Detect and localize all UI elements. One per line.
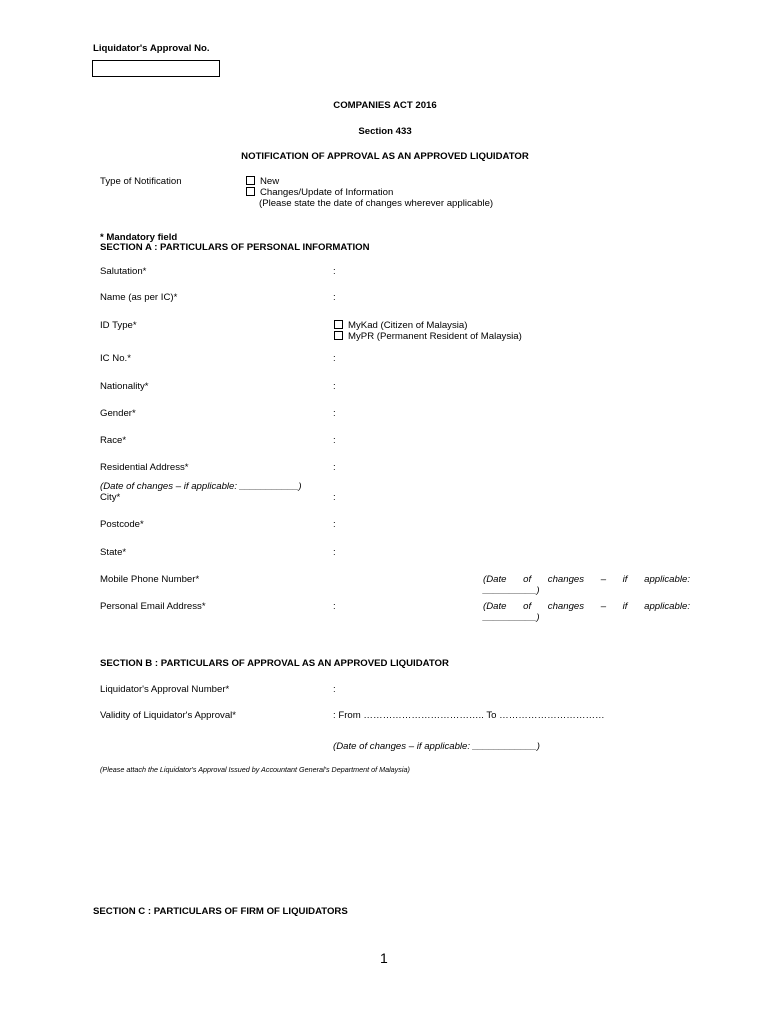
section-b-heading: SECTION B : PARTICULARS OF APPROVAL AS AN APPROVED LIQUIDATOR (100, 658, 449, 669)
option-mypr[interactable] (334, 331, 522, 342)
checkbox-mykad[interactable] (334, 320, 343, 329)
approval-number-label: Liquidator's Approval Number* (100, 684, 230, 695)
ic-no-field[interactable]: : (333, 353, 336, 364)
mobile-label: Mobile Phone Number* (100, 574, 200, 585)
postcode-field[interactable]: : (333, 519, 336, 530)
approval-number-field[interactable]: : (333, 684, 336, 695)
note-word: of (523, 601, 532, 612)
option-mykad-label: MyKad (Citizen of Malaysia) (348, 320, 468, 331)
validity-field[interactable]: : From ……………………………….. To …………………………… (333, 710, 605, 721)
state-field[interactable]: : (333, 547, 336, 558)
residential-address-label: Residential Address* (100, 462, 189, 473)
approval-no-label: Liquidator's Approval No. (93, 43, 210, 54)
note-line2: __________) (483, 612, 540, 623)
validity-date-note: (Date of changes – if applicable: ____________) (333, 741, 540, 752)
salutation-field[interactable]: : (333, 266, 336, 277)
name-field[interactable]: : (333, 292, 336, 303)
note-word: changes (547, 601, 585, 612)
validity-label: Validity of Liquidator's Approval* (100, 710, 237, 721)
email-label: Personal Email Address* (100, 601, 206, 612)
note-word: applicable: (644, 574, 690, 585)
race-field[interactable]: : (333, 435, 336, 446)
section-c-heading: SECTION C : PARTICULARS OF FIRM OF LIQUIDATORS (93, 906, 348, 917)
section-title: Section 433 (358, 126, 412, 137)
option-changes-label: Changes/Update of Information (260, 187, 394, 198)
city-label: City* (100, 492, 121, 503)
checkbox-mypr[interactable] (334, 331, 343, 340)
city-field[interactable]: : (333, 492, 336, 503)
section-a-heading: SECTION A : PARTICULARS OF PERSONAL INFORMATION (100, 242, 370, 253)
note-word: – (600, 574, 607, 585)
salutation-label: Salutation* (100, 266, 147, 277)
nationality-label: Nationality* (100, 381, 149, 392)
mandatory-note: * Mandatory field (100, 232, 178, 243)
note-word: if (622, 574, 628, 585)
id-type-label: ID Type* (100, 320, 137, 331)
address-date-note: (Date of changes – if applicable: ___________) (100, 481, 302, 492)
attach-note: (Please attach the Liquidator's Approval Issued by Accountant General's Department of Malaysia) (100, 765, 410, 774)
approval-no-field[interactable] (92, 60, 220, 77)
option-mypr-label: MyPR (Permanent Resident of Malaysia) (348, 331, 522, 342)
checkbox-changes[interactable] (246, 187, 255, 196)
note-word: applicable: (644, 601, 690, 612)
note-word: changes (547, 574, 585, 585)
gender-label: Gender* (100, 408, 136, 419)
note-word: (Date (483, 574, 507, 585)
option-changes[interactable] (246, 187, 393, 198)
residential-address-field[interactable]: : (333, 462, 336, 473)
option-new[interactable] (246, 176, 279, 187)
note-word: of (523, 574, 532, 585)
changes-note: (Please state the date of changes wherever applicable) (259, 198, 494, 209)
page-number: 1 (380, 950, 388, 966)
notification-title: NOTIFICATION OF APPROVAL AS AN APPROVED LIQUIDATOR (241, 151, 529, 162)
note-word: if (622, 601, 628, 612)
gender-field[interactable]: : (333, 408, 336, 419)
note-word: – (600, 601, 607, 612)
postcode-label: Postcode* (100, 519, 144, 530)
option-new-label: New (260, 176, 280, 187)
checkbox-new[interactable] (246, 176, 255, 185)
state-label: State* (100, 547, 127, 558)
email-field[interactable]: : (333, 601, 336, 612)
email-date-note (483, 601, 690, 623)
ic-no-label: IC No.* (100, 353, 131, 364)
race-label: Race* (100, 435, 127, 446)
note-word: (Date (483, 601, 507, 612)
option-mykad[interactable] (334, 320, 467, 331)
nationality-field[interactable]: : (333, 381, 336, 392)
mobile-date-note (483, 574, 690, 596)
type-of-notification-label: Type of Notification (100, 176, 182, 187)
name-label: Name (as per IC)* (100, 292, 178, 303)
note-line2: __________) (483, 585, 540, 596)
act-title: COMPANIES ACT 2016 (333, 100, 437, 111)
